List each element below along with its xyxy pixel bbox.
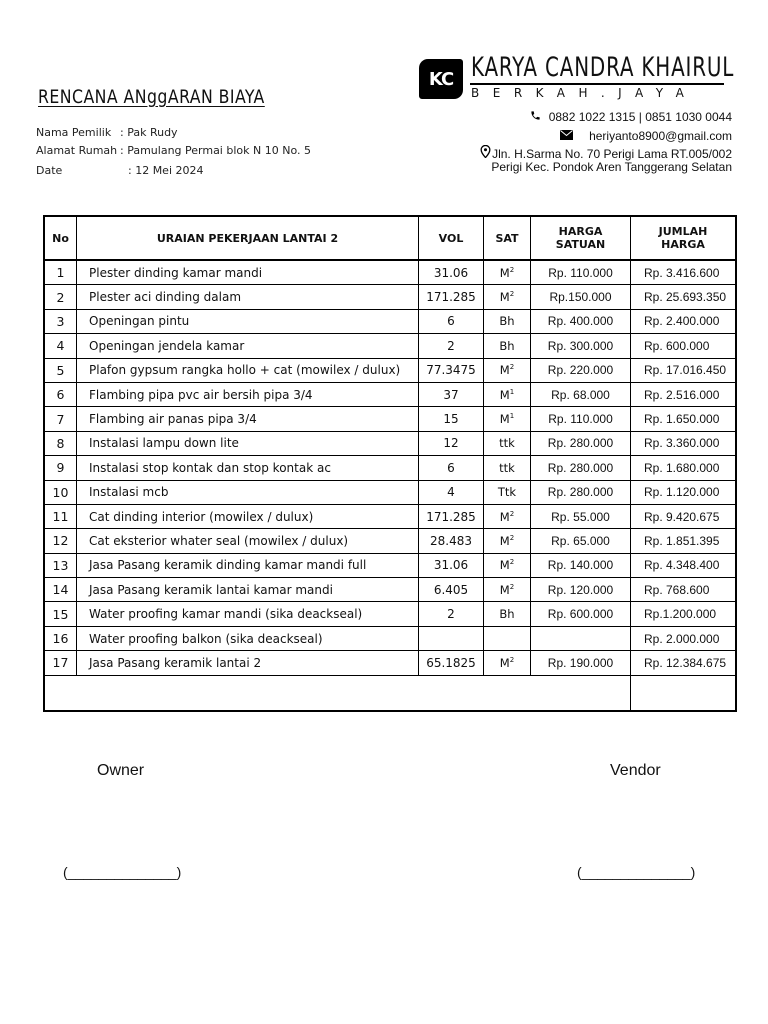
document-title: RENCANA ANggARAN BIAYA bbox=[38, 86, 265, 108]
row-unit-base: ttk bbox=[499, 460, 515, 475]
row-unit-price: Rp. 280.000 bbox=[531, 431, 631, 455]
row-unit bbox=[484, 285, 531, 309]
row-number: 8 bbox=[44, 431, 77, 455]
row-total-price: Rp.1.200.000 bbox=[631, 602, 737, 626]
row-unit-price: Rp. 190.000 bbox=[531, 651, 631, 675]
company-logo: KC bbox=[419, 59, 463, 99]
budget-table-header bbox=[44, 216, 736, 260]
row-unit bbox=[484, 431, 531, 455]
row-unit-base: M bbox=[499, 533, 510, 548]
row-unit-base: M bbox=[499, 265, 510, 280]
row-volume: 2 bbox=[419, 602, 484, 626]
row-number: 3 bbox=[44, 309, 77, 333]
owner-signature-label: Owner bbox=[97, 762, 145, 779]
row-total-price: Rp. 768.600 bbox=[631, 578, 737, 602]
row-total-price: Rp. 25.693.350 bbox=[631, 285, 737, 309]
row-unit-price: Rp. 110.000 bbox=[531, 260, 631, 285]
footer-empty-cell bbox=[44, 675, 631, 711]
row-unit-price: Rp. 110.000 bbox=[531, 407, 631, 431]
owner-signature-line: (______________) bbox=[63, 864, 182, 880]
header-unit-price-line-1: HARGA bbox=[558, 225, 603, 238]
row-unit bbox=[484, 529, 531, 553]
row-unit-price: Rp. 280.000 bbox=[531, 456, 631, 480]
row-unit-base: M bbox=[499, 387, 510, 402]
owner-name-label: Nama Pemilik bbox=[36, 126, 112, 139]
row-description: Jasa Pasang keramik dinding kamar mandi full bbox=[77, 553, 419, 577]
row-volume: 6.405 bbox=[419, 578, 484, 602]
row-unit-base: M bbox=[499, 363, 510, 378]
row-number: 13 bbox=[44, 553, 77, 577]
row-total-price: Rp. 3.360.000 bbox=[631, 431, 737, 455]
row-unit bbox=[484, 553, 531, 577]
row-unit-exponent: 2 bbox=[509, 656, 515, 665]
row-unit bbox=[484, 602, 531, 626]
row-unit-price: Rp. 140.000 bbox=[531, 553, 631, 577]
row-number: 4 bbox=[44, 334, 77, 358]
row-description: Flambing pipa pvc air bersih pipa 3/4 bbox=[77, 382, 419, 406]
envelope-icon bbox=[559, 130, 573, 143]
row-number: 1 bbox=[44, 260, 77, 285]
header-total-price-line-1: JUMLAH bbox=[658, 225, 708, 238]
row-volume: 77.3475 bbox=[419, 358, 484, 382]
row-unit-exponent: 2 bbox=[509, 290, 515, 299]
table-row bbox=[44, 651, 736, 675]
date-row bbox=[36, 164, 204, 177]
row-volume: 4 bbox=[419, 480, 484, 504]
table-row bbox=[44, 553, 736, 577]
row-unit bbox=[484, 309, 531, 333]
company-tagline: BERKAH.JAYA bbox=[471, 86, 698, 100]
row-unit-base: Bh bbox=[499, 314, 515, 329]
row-volume: 2 bbox=[419, 334, 484, 358]
row-total-price: Rp. 2.000.000 bbox=[631, 626, 737, 650]
row-unit-exponent: 2 bbox=[509, 558, 515, 567]
row-unit bbox=[484, 260, 531, 285]
table-row bbox=[44, 407, 736, 431]
row-unit bbox=[484, 407, 531, 431]
row-unit-price: Rp. 65.000 bbox=[531, 529, 631, 553]
row-unit-price: Rp. 120.000 bbox=[531, 578, 631, 602]
table-row bbox=[44, 602, 736, 626]
row-total-price: Rp. 4.348.400 bbox=[631, 553, 737, 577]
row-volume: 65.1825 bbox=[419, 651, 484, 675]
row-volume bbox=[419, 626, 484, 650]
row-unit-exponent: 2 bbox=[509, 582, 515, 591]
home-address-value: : Pamulang Permai blok N 10 No. 5 bbox=[120, 144, 311, 157]
row-description: Water proofing balkon (sika deackseal) bbox=[77, 626, 419, 650]
row-unit-price: Rp. 600.000 bbox=[531, 602, 631, 626]
row-number: 5 bbox=[44, 358, 77, 382]
row-unit-price: Rp. 220.000 bbox=[531, 358, 631, 382]
row-unit bbox=[484, 626, 531, 650]
row-number: 12 bbox=[44, 529, 77, 553]
row-unit-exponent: 1 bbox=[509, 412, 515, 421]
row-volume: 28.483 bbox=[419, 529, 484, 553]
row-unit-base: Bh bbox=[499, 607, 515, 622]
row-volume: 15 bbox=[419, 407, 484, 431]
company-name-underline bbox=[470, 83, 724, 85]
row-unit-price bbox=[531, 626, 631, 650]
table-row bbox=[44, 309, 736, 333]
company-name: KARYA CANDRA KHAIRUL bbox=[471, 52, 735, 83]
row-total-price: Rp. 1.851.395 bbox=[631, 529, 737, 553]
row-unit-price: Rp. 300.000 bbox=[531, 334, 631, 358]
row-unit bbox=[484, 456, 531, 480]
row-number: 2 bbox=[44, 285, 77, 309]
row-number: 9 bbox=[44, 456, 77, 480]
row-volume: 6 bbox=[419, 309, 484, 333]
table-row bbox=[44, 431, 736, 455]
row-volume: 171.285 bbox=[419, 285, 484, 309]
row-description: Cat eksterior whater seal (mowilex / dulux) bbox=[77, 529, 419, 553]
budget-table-footer bbox=[44, 675, 736, 711]
header-no: No bbox=[44, 216, 77, 260]
header-volume: VOL bbox=[419, 216, 484, 260]
row-description: Instalasi lampu down lite bbox=[77, 431, 419, 455]
row-unit-price: Rp. 400.000 bbox=[531, 309, 631, 333]
row-unit-exponent: 1 bbox=[509, 387, 515, 396]
owner-name-row bbox=[36, 126, 178, 139]
row-unit-base: M bbox=[499, 509, 510, 524]
row-total-price: Rp. 600.000 bbox=[631, 334, 737, 358]
row-unit-exponent: 2 bbox=[509, 363, 515, 372]
row-description: Openingan jendela kamar bbox=[77, 334, 419, 358]
location-pin-icon bbox=[478, 145, 492, 161]
company-email: heriyanto8900@gmail.com bbox=[589, 129, 732, 143]
date-value: : 12 Mei 2024 bbox=[128, 164, 204, 177]
table-row bbox=[44, 626, 736, 650]
row-volume: 6 bbox=[419, 456, 484, 480]
row-unit-exponent: 2 bbox=[509, 534, 515, 543]
row-total-price: Rp. 1.650.000 bbox=[631, 407, 737, 431]
row-total-price: Rp. 3.416.600 bbox=[631, 260, 737, 285]
budget-table-body bbox=[44, 260, 736, 675]
row-description: Instalasi mcb bbox=[77, 480, 419, 504]
row-unit-base: M bbox=[499, 558, 510, 573]
home-address-row bbox=[36, 144, 311, 157]
table-row bbox=[44, 334, 736, 358]
row-unit bbox=[484, 504, 531, 528]
row-volume: 37 bbox=[419, 382, 484, 406]
row-unit-price: Rp. 55.000 bbox=[531, 504, 631, 528]
row-description: Instalasi stop kontak dan stop kontak ac bbox=[77, 456, 419, 480]
row-unit bbox=[484, 651, 531, 675]
row-unit bbox=[484, 334, 531, 358]
table-row bbox=[44, 358, 736, 382]
row-description: Plester dinding kamar mandi bbox=[77, 260, 419, 285]
header-total-price-line-2: HARGA bbox=[661, 238, 705, 251]
row-total-price: Rp. 1.680.000 bbox=[631, 456, 737, 480]
table-row bbox=[44, 260, 736, 285]
budget-table bbox=[43, 215, 737, 712]
owner-name-value: : Pak Rudy bbox=[120, 126, 178, 139]
row-number: 15 bbox=[44, 602, 77, 626]
table-footer-row bbox=[44, 675, 736, 711]
company-address-line-1: Jln. H.Sarma No. 70 Perigi Lama RT.005/002 bbox=[492, 147, 732, 161]
row-unit-base: Bh bbox=[499, 338, 515, 353]
row-unit bbox=[484, 358, 531, 382]
row-number: 16 bbox=[44, 626, 77, 650]
row-unit bbox=[484, 480, 531, 504]
header-description: URAIAN PEKERJAAN LANTAI 2 bbox=[77, 216, 419, 260]
row-unit-base: M bbox=[499, 655, 510, 670]
company-address-line-2: Perigi Kec. Pondok Aren Tanggerang Selatan bbox=[491, 160, 732, 174]
row-total-price: Rp. 9.420.675 bbox=[631, 504, 737, 528]
table-row bbox=[44, 529, 736, 553]
vendor-signature-line: (______________) bbox=[577, 864, 696, 880]
company-email-row bbox=[559, 129, 732, 143]
home-address-label: Alamat Rumah bbox=[36, 144, 118, 157]
row-unit-base: M bbox=[499, 290, 510, 305]
row-number: 10 bbox=[44, 480, 77, 504]
row-description: Plafon gypsum rangka hollo + cat (mowilex / dulux) bbox=[77, 358, 419, 382]
row-number: 17 bbox=[44, 651, 77, 675]
row-number: 14 bbox=[44, 578, 77, 602]
row-unit bbox=[484, 382, 531, 406]
vendor-signature-label: Vendor bbox=[610, 762, 661, 779]
row-unit-price: Rp. 68.000 bbox=[531, 382, 631, 406]
company-phone-row bbox=[529, 110, 732, 124]
row-unit-price: Rp.150.000 bbox=[531, 285, 631, 309]
row-unit-exponent: 2 bbox=[509, 265, 515, 274]
row-description: Flambing air panas pipa 3/4 bbox=[77, 407, 419, 431]
row-total-price: Rp. 17.016.450 bbox=[631, 358, 737, 382]
row-description: Jasa Pasang keramik lantai kamar mandi bbox=[77, 578, 419, 602]
header-unit: SAT bbox=[484, 216, 531, 260]
row-description: Openingan pintu bbox=[77, 309, 419, 333]
table-row bbox=[44, 285, 736, 309]
row-unit-exponent: 2 bbox=[509, 509, 515, 518]
header-total-price bbox=[631, 216, 737, 260]
header-unit-price-line-2: SATUAN bbox=[555, 238, 606, 251]
company-phone: 0882 1022 1315 | 0851 1030 0044 bbox=[548, 110, 732, 124]
row-description: Jasa Pasang keramik lantai 2 bbox=[77, 651, 419, 675]
footer-total-cell bbox=[631, 675, 737, 711]
table-row bbox=[44, 504, 736, 528]
table-row bbox=[44, 382, 736, 406]
row-number: 11 bbox=[44, 504, 77, 528]
row-volume: 171.285 bbox=[419, 504, 484, 528]
row-unit-base: ttk bbox=[499, 436, 515, 451]
phone-icon bbox=[529, 110, 543, 124]
row-volume: 31.06 bbox=[419, 553, 484, 577]
row-total-price: Rp. 12.384.675 bbox=[631, 651, 737, 675]
company-address-row-2 bbox=[491, 160, 732, 174]
row-total-price: Rp. 2.400.000 bbox=[631, 309, 737, 333]
row-unit-price: Rp. 280.000 bbox=[531, 480, 631, 504]
row-total-price: Rp. 2.516.000 bbox=[631, 382, 737, 406]
row-volume: 31.06 bbox=[419, 260, 484, 285]
table-row bbox=[44, 578, 736, 602]
header-row bbox=[44, 216, 736, 260]
row-unit-base: Ttk bbox=[497, 485, 517, 500]
row-number: 6 bbox=[44, 382, 77, 406]
row-description: Cat dinding interior (mowilex / dulux) bbox=[77, 504, 419, 528]
header-unit-price bbox=[531, 216, 631, 260]
row-number: 7 bbox=[44, 407, 77, 431]
company-address-row-1 bbox=[478, 145, 732, 161]
row-description: Water proofing kamar mandi (sika deackseal) bbox=[77, 602, 419, 626]
table-row bbox=[44, 480, 736, 504]
row-unit bbox=[484, 578, 531, 602]
table-row bbox=[44, 456, 736, 480]
row-total-price: Rp. 1.120.000 bbox=[631, 480, 737, 504]
date-label: Date bbox=[36, 164, 63, 177]
row-unit-base: M bbox=[499, 582, 510, 597]
row-description: Plester aci dinding dalam bbox=[77, 285, 419, 309]
row-volume: 12 bbox=[419, 431, 484, 455]
row-unit-base: M bbox=[499, 412, 510, 427]
